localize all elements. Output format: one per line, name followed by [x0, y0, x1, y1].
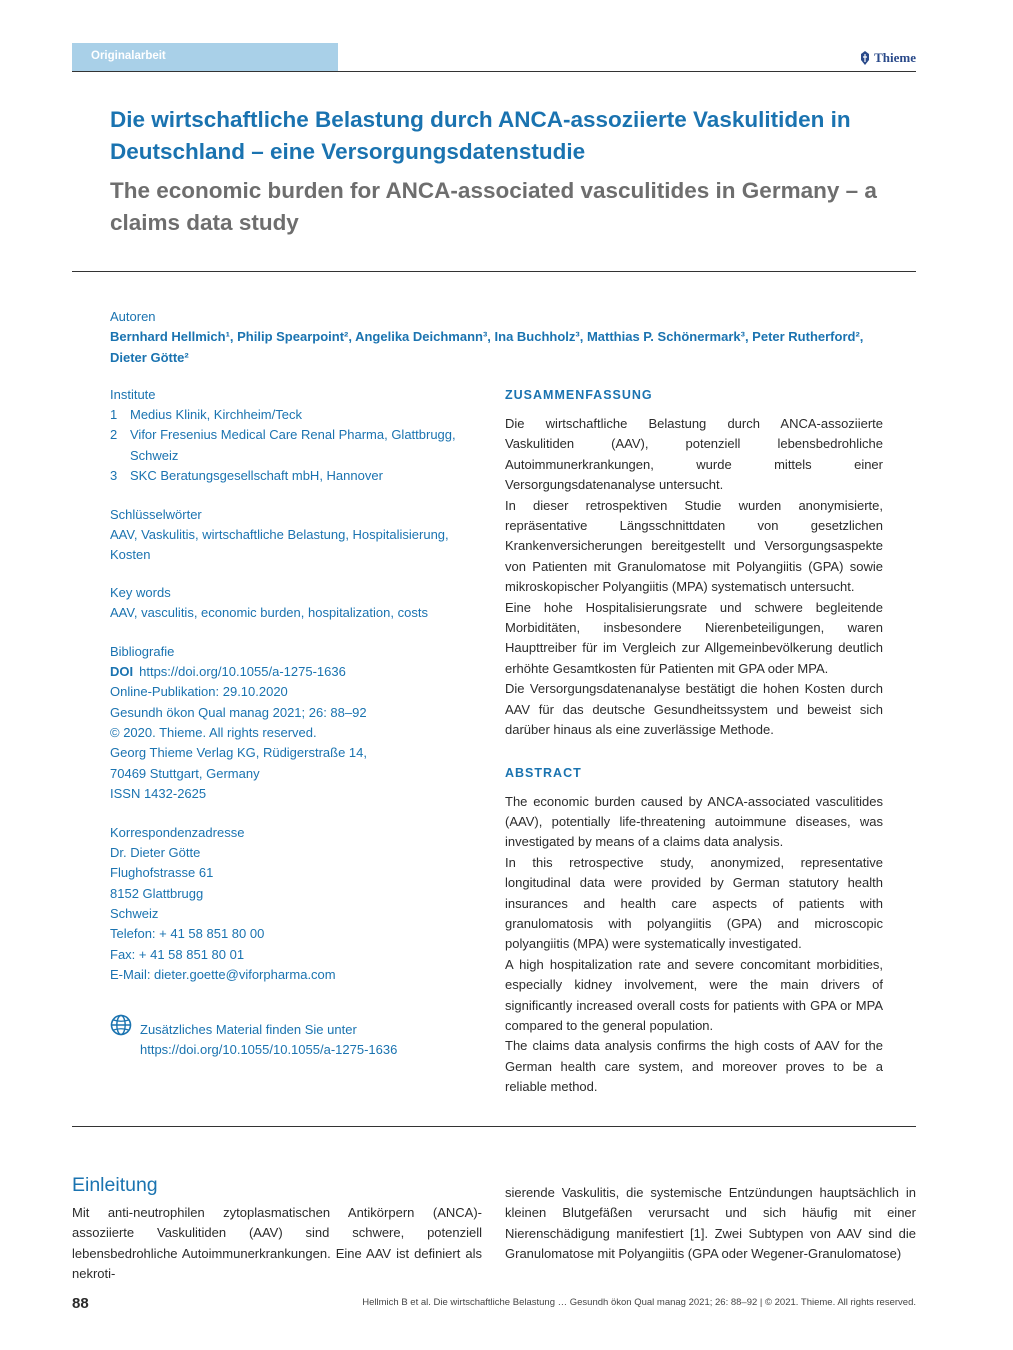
left-column	[110, 385, 485, 1004]
authors-heading: Autoren	[110, 309, 156, 324]
thieme-logo-icon	[860, 51, 870, 65]
header-rule	[72, 71, 916, 72]
institute-item	[110, 425, 485, 466]
keywords-de-block	[110, 505, 485, 566]
correspondence-heading: Korrespondenzadresse	[110, 824, 245, 840]
institute-name: SKC Beratungsgesellschaft mbH, Hannover	[130, 468, 383, 484]
section-tag	[72, 43, 338, 72]
bibliography-block	[110, 642, 485, 805]
authors-list: Bernhard Hellmich¹, Philip Spearpoint², Angelika Deichmann³, Ina Buchholz³, Matthias P. Schönermark³, Peter Rutherford², Dieter Götte²	[110, 329, 864, 365]
institutes-heading: Institute	[110, 387, 156, 402]
abstract-paragraph: The claims data analysis confirms the high costs of AAV for the German health care system, and moreover proves to be a reliable method.	[505, 1038, 883, 1095]
correspondence-name: Dr. Dieter Götte	[110, 844, 201, 860]
institute-item	[110, 466, 485, 486]
title-english: The economic burden for ANCA-associated vasculitides in Germany – a claims data study	[110, 178, 877, 235]
abstract-paragraph: A high hospitalization rate and severe concomitant morbidities, especially kidney involvement, were the main drivers of significantly increased overall costs for patients with GPA or MPA compared to the general population.	[505, 956, 883, 1033]
institute-name: Vifor Fresenius Medical Care Renal Pharma, Glattbrugg, Schweiz	[130, 427, 456, 463]
supplement-text: Zusätzliches Material finden Sie unter	[140, 1022, 357, 1037]
issn: ISSN 1432-2625	[110, 786, 207, 802]
institute-name: Medius Klinik, Kirchheim/Teck	[130, 407, 302, 422]
copyright: © 2020. Thieme. All rights reserved.	[110, 725, 317, 741]
title-german: Die wirtschaftliche Belastung durch ANCA-assoziierte Vaskulitiden in Deutschland – eine Versorgungsdatenstudie	[110, 107, 851, 164]
doi-link[interactable]: https://doi.org/10.1055/a-1275-1636	[139, 663, 346, 679]
introduction-heading: Einleitung	[72, 1174, 158, 1196]
publisher-address-line1: Georg Thieme Verlag KG, Rüdigerstraße 14,	[110, 745, 367, 761]
abstract-paragraph: In this retrospective study, anonymized, representative longitudinal data were provided by German statutory health insurances and health care aspects of patients with granulomatosis with polyangiitis (GPA) and microscopic polyangiitis (MPA) were systematically investigated.	[505, 854, 883, 952]
supplement-link[interactable]: https://doi.org/10.1055/10.1055/a-1275-1636	[140, 1042, 398, 1058]
keywords-en-text: AAV, vasculitis, economic burden, hospitalization, costs	[110, 605, 428, 621]
publisher-logo	[860, 50, 916, 66]
institute-number: 3	[110, 468, 118, 484]
globe-icon	[110, 1014, 132, 1036]
page-number: 88	[72, 1295, 89, 1312]
correspondence-fax: Fax: + 41 58 851 80 01	[110, 946, 245, 962]
journal-citation: Gesundh ökon Qual manag 2021; 26: 88–92	[110, 704, 367, 720]
correspondence-city: 8152 Glattbrugg	[110, 885, 204, 901]
introduction-column-1: Mit anti-neutrophilen zytoplasmatischen Antikörpern (ANCA)-assoziierte Vaskulitiden (AAV) sind schwere, potenziell lebensbedrohliche Autoimmunerkrankungen. Eine AAV ist definiert als nekroti-	[72, 1205, 482, 1282]
publisher-name: Thieme	[874, 50, 916, 65]
abstract-rule	[72, 1126, 916, 1127]
abstract-block	[505, 763, 883, 1098]
correspondence-email[interactable]: E-Mail: dieter.goette@viforpharma.com	[110, 967, 336, 983]
zusammenfassung-heading: ZUSAMMENFASSUNG	[505, 388, 653, 402]
institutes-block	[110, 385, 485, 487]
zusammenfassung-block	[505, 385, 883, 741]
keywords-en-heading: Key words	[110, 585, 171, 601]
zusammenfassung-paragraph: Die Versorgungsdatenanalyse bestätigt die hohen Kosten durch AAV für das deutsche Gesundheitssystem und beweist sich darüber hinaus als eine zuverlässige Methode.	[505, 681, 883, 738]
bibliography-heading: Bibliografie	[110, 643, 175, 659]
section-tag-label: Originalarbeit	[91, 50, 166, 62]
abstract-heading: ABSTRACT	[505, 765, 582, 780]
publisher-address-line2: 70469 Stuttgart, Germany	[110, 765, 260, 781]
zusammenfassung-paragraph: In dieser retrospektiven Studie wurden anonymisierte, repräsentative Längsschnittdaten von gesetzlichen Krankenversicherungen bereitgestellt und Versorgungsaspekte von Patienten mit Granulomatose mit Polyangiitis (GPA) sowie mikroskopischer Polyangiitis (MPA) systematisch untersucht.	[505, 497, 883, 595]
correspondence-block	[110, 823, 485, 986]
institute-item	[110, 405, 485, 425]
keywords-en-block	[110, 583, 485, 623]
institute-number: 1	[110, 407, 118, 422]
correspondence-country: Schweiz	[110, 905, 159, 921]
zusammenfassung-paragraph: Die wirtschaftliche Belastung durch ANCA-assoziierte Vaskulitiden (AAV), potenziell lebensbedrohliche Autoimmunerkrankungen, wurde mittels einer Versorgungsdatenanalyse untersucht.	[505, 416, 883, 493]
keywords-de-heading: Schlüsselwörter	[110, 506, 202, 522]
correspondence-phone: Telefon: + 41 58 851 80 00	[110, 926, 265, 942]
abstract-paragraph: The economic burden caused by ANCA-associated vasculitides (AAV), potentially life-threatening autoimmune diseases, was investigated by means of a claims data analysis.	[505, 793, 883, 850]
doi-line	[110, 662, 485, 682]
introduction-column-2: sierende Vaskulitis, die systemische Entzündungen hauptsächlich in kleinen Blutgefäßen verursacht und sich häufig mit einer Nierenschädigung manifestiert [1]. Zwei Subtypen von AAV sind die Granulomatose mit Polyangiitis (GPA oder Wegener-Granulomatose)	[505, 1185, 916, 1262]
right-column	[505, 385, 883, 1098]
institute-number: 2	[110, 427, 118, 443]
footer-citation: Hellmich B et al. Die wirtschaftliche Belastung … Gesundh ökon Qual manag 2021; 26: 88–92 | © 2021. Thieme. All rights reserved.	[362, 1297, 916, 1308]
title-rule	[72, 271, 916, 272]
correspondence-street: Flughofstrasse 61	[110, 865, 214, 881]
online-publication: Online-Publikation: 29.10.2020	[110, 684, 288, 700]
zusammenfassung-paragraph: Eine hohe Hospitalisierungsrate und schwere begleitende Morbiditäten, insbesondere Nierenbeteiligungen, waren Haupttreiber für im Vergleich zur Allgemeinbevölkerung deutlich erhöhte Gesamtkosten für Patienten mit GPA oder MPA.	[505, 599, 883, 676]
doi-label: DOI	[110, 663, 134, 679]
supplement-note	[110, 1014, 480, 1061]
keywords-de-text: AAV, Vaskulitis, wirtschaftliche Belastung, Hospitalisierung, Kosten	[110, 526, 449, 563]
